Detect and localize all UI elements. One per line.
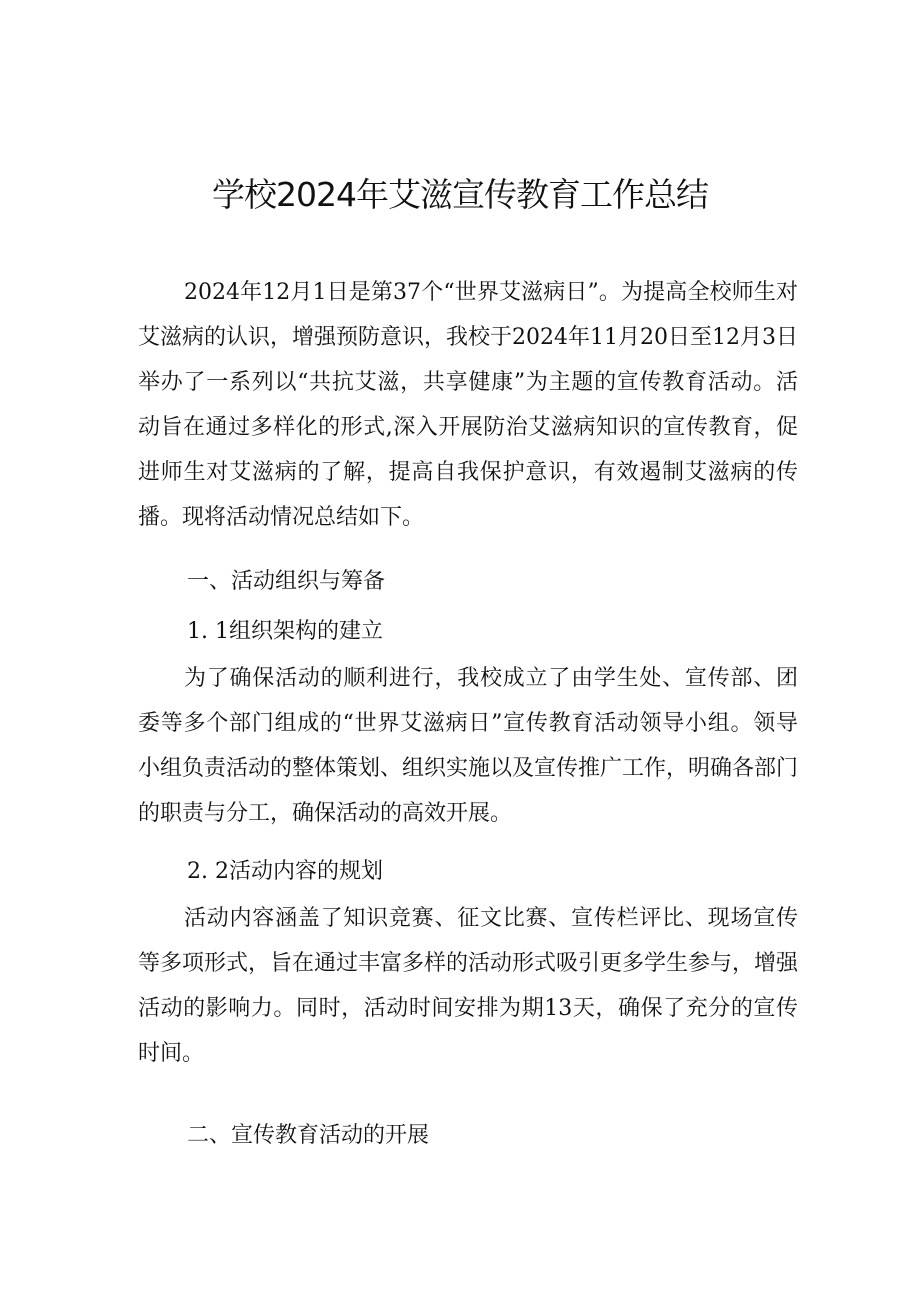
section-heading-organization: 一、活动组织与筹备 (187, 569, 386, 594)
content-plan-paragraph: 活动内容涵盖了知识竞赛、征文比赛、宣传栏评比、现场宣传等多项形式，旨在通过丰富多样的活动形式吸引更多学生参与，增强活动的影响力。同时，活动时间安排为期13天，确保了充分的宣传时间。 (138, 906, 799, 1066)
section-heading-activities: 二、宣传教育活动的开展 (187, 1123, 430, 1148)
subsection-heading-content-plan: 2. 2活动内容的规划 (187, 859, 383, 884)
subsection-heading-structure: 1. 1组织架构的建立 (187, 619, 383, 644)
structure-paragraph: 为了确保活动的顺利进行，我校成立了由学生处、宣传部、团委等多个部门组成的“世界艾滋病日”宣传教育活动领导小组。领导小组负责活动的整体策划、组织实施以及宣传推广工作，明确各部门的职责与分工，确保活动的高效开展。 (138, 666, 799, 826)
intro-paragraph: 2024年12月1日是第37个“世界艾滋病日”。为提高全校师生对艾滋病的认识，增强预防意识，我校于2024年11月20日至12月3日举办了一系列以“共抗艾滋，共享健康”为主题的宣传教育活动。活动旨在通过多样化的形式,深入开展防治艾滋病知识的宣传教育，促进师生对艾滋病的了解，提高自我保护意识，有效遏制艾滋病的传播。现将活动情况总结如下。 (138, 280, 798, 530)
document-title: 学校2024年艾滋宣传教育工作总结 (212, 175, 708, 214)
